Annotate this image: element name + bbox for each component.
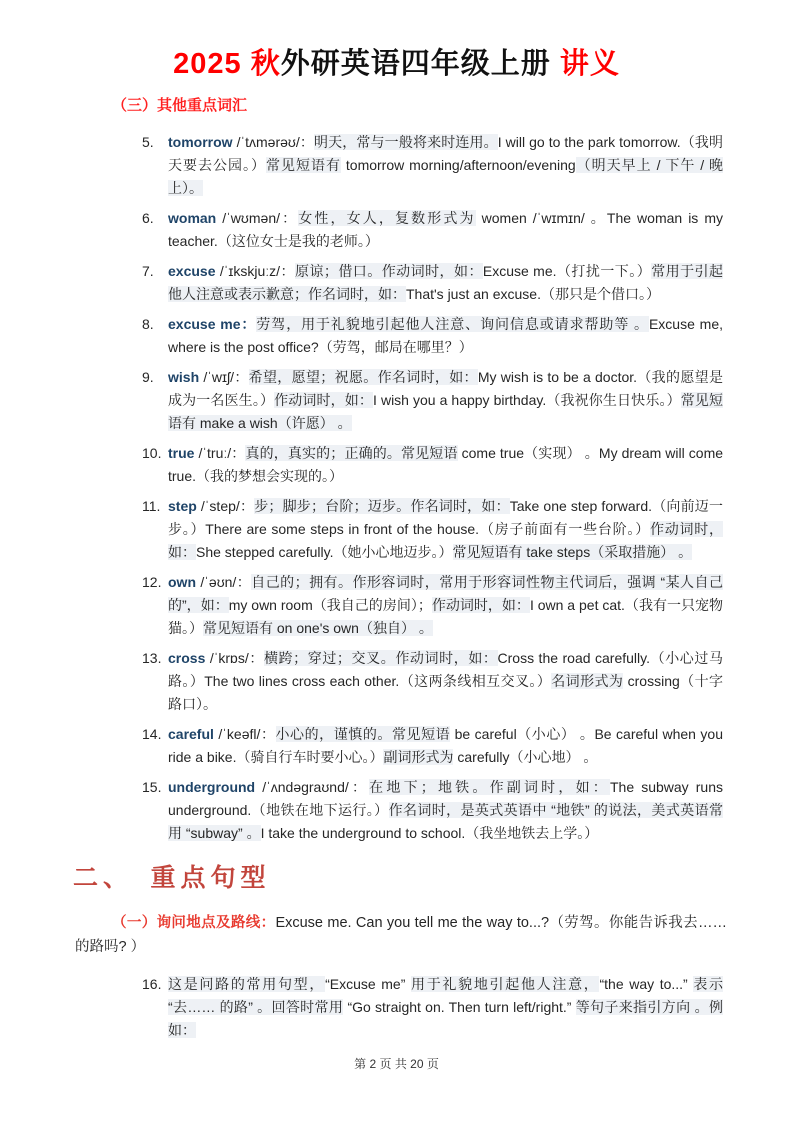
vocab-word: cross — [168, 650, 206, 666]
text-run: That's just an excuse.（那只是个借口。） — [406, 286, 660, 302]
text-run: /ˈwʊmən/： — [216, 210, 299, 226]
item-text — [168, 973, 723, 1042]
text-run: 表示 “去…… 的路” 。回答时常用 — [168, 976, 724, 1015]
text-run: 作动词时，如： — [431, 597, 530, 613]
text-run: 等句子来指引方向 。例如： — [168, 999, 723, 1038]
text-run: women /ˈwɪmɪn/ 。The woman is my teacher.（这位女士是我的老师。） — [168, 210, 723, 249]
text-run: /ˈkrɒs/： — [205, 650, 264, 666]
item-text — [168, 207, 723, 253]
vocab-word: excuse — [168, 263, 216, 279]
text-run: （明天早上 / 下午 / 晚上）。 — [168, 157, 724, 196]
text-run: /ˈəʊn/： — [196, 574, 252, 590]
text-run: 副词形式为 — [383, 749, 454, 765]
text-run: 小心的，谨慎的。常见短语 — [275, 726, 451, 742]
item-number: 5. — [142, 134, 154, 150]
text-run: 常见短语有 on one's own（独自） 。 — [203, 620, 433, 636]
vocab-word: step — [168, 498, 197, 514]
text-run: /ˈwɪʃ/： — [199, 369, 249, 385]
vocab-word: tomorrow — [168, 134, 233, 150]
text-run: /ˈʌndəgraʊnd/： — [255, 779, 370, 795]
list-item — [142, 366, 723, 435]
text-run: /ˈtruː/： — [194, 445, 246, 461]
text-run: Cross the road carefully.（小心过马路。）The two lines cross each other.（这两条线相互交叉。） — [168, 650, 723, 689]
title-year: 2025 秋 — [173, 48, 281, 80]
vocab-word: underground — [168, 779, 256, 795]
text-run: 自己的；拥有。作形容词时，常用于形容词性物主代词后，强调 “某人自己的”，如： — [168, 574, 723, 613]
text-run: 作动词时，如： — [168, 521, 724, 560]
text-run: “the way to...” — [599, 976, 694, 992]
list-item — [142, 723, 723, 769]
item-text — [168, 647, 723, 716]
item-number: 6. — [142, 210, 154, 226]
subsection-text: Excuse me. Can you tell me the way to...?（劳驾。你能告诉我去…… 的路吗? ） — [75, 915, 728, 955]
item-text — [168, 442, 723, 488]
text-run: 横跨；穿过；交叉。作动词时，如： — [263, 650, 498, 666]
text-run: /ˈkeəfl/： — [213, 726, 276, 742]
item-text — [168, 366, 723, 435]
text-run: Excuse me.（打扰一下。） — [482, 263, 652, 279]
vocab-word: own — [168, 574, 196, 590]
item-number: 16. — [142, 976, 162, 992]
text-run: 明天，常与一般将来时连用。 — [314, 134, 498, 150]
item-number: 8. — [142, 316, 154, 332]
text-run: 真的，真实的；正确的。常见短语 — [245, 445, 458, 461]
item-text — [168, 260, 723, 306]
list-item — [142, 442, 723, 488]
section-heading-key-sentence-patterns: 二、 重点句型 — [73, 865, 271, 892]
vocab-list — [142, 131, 723, 845]
item-number: 15. — [142, 779, 162, 795]
list-item — [142, 973, 723, 1042]
vocab-word: true — [168, 445, 195, 461]
text-run: be careful（小心） 。Be careful when you ride a bike.（骑自行车时要小心。） — [168, 726, 723, 765]
list-item — [142, 647, 723, 716]
text-run: 名词形式为 — [551, 673, 624, 689]
text-run: 用于礼貌地引起他人注意， — [410, 976, 600, 992]
item-text — [168, 776, 723, 845]
text-run: I wish you a happy birthday.（我祝你生日快乐。） — [373, 392, 681, 408]
text-run: 步；脚步；台阶；迈步。作名词时，如： — [254, 498, 510, 514]
list-item — [142, 131, 723, 200]
text-run: 这是问路的常用句型， — [168, 976, 326, 992]
item-text — [168, 131, 723, 200]
title-suffix: 讲义 — [550, 48, 620, 80]
text-run: 在地下；地铁。作副词时，如： — [369, 779, 610, 795]
sentence-explanation-list — [142, 973, 723, 1042]
page-title — [0, 46, 793, 82]
text-run: 常用于引起他人注意或表示歉意；作名词时，如： — [168, 263, 724, 302]
list-item — [142, 776, 723, 845]
item-number: 11. — [142, 498, 161, 514]
list-item — [142, 260, 723, 306]
text-run: Take one step forward.（向前迈一步。）There are some steps in front of the house.（房子前面有一些台阶。） — [168, 498, 723, 537]
text-run: “Excuse me” — [325, 976, 411, 992]
item-text — [168, 723, 723, 769]
text-run: The subway runs underground.（地铁在地下运行。） — [168, 779, 724, 818]
item-text — [168, 313, 723, 359]
list-item — [142, 207, 723, 253]
text-run: /ˈtʌmərəʊ/： — [232, 134, 315, 150]
title-main: 外研英语四年级上册 — [280, 48, 551, 80]
list-item — [142, 313, 723, 359]
text-run: tomorrow morning/afternoon/evening — [341, 157, 576, 173]
text-run: 常见短语有 — [266, 157, 341, 173]
text-run: 作动词时，如： — [274, 392, 374, 408]
text-run: /ˈɪkskjuːz/： — [215, 263, 295, 279]
text-run: My wish is to be a doctor.（我的愿望是成为一名医生。） — [168, 369, 723, 408]
item-number: 14. — [142, 726, 162, 742]
text-run: 劳驾，用于礼貌地引起他人注意、询问信息或请求帮助等 。 — [256, 316, 649, 332]
text-run: 常见短语有 take steps（采取措施） 。 — [452, 544, 693, 560]
text-run: 原谅；借口。作动词时，如： — [294, 263, 483, 279]
page-number-footer: 第 2 页 共 20 页 — [354, 1057, 439, 1071]
list-item — [142, 571, 723, 640]
vocab-word: wish — [168, 369, 200, 385]
text-run: “Go straight on. Then turn left/right.” — [343, 999, 576, 1015]
text-run: 作名词时，是英式英语中 “地铁” 的说法，美式英语常用 “subway” 。 — [168, 802, 723, 841]
item-number: 12. — [142, 574, 162, 590]
text-run: I own a pet cat.（我有一只宠物猫。） — [168, 597, 723, 636]
section-heading-other-key-vocab: （三）其他重点词汇 — [112, 97, 248, 114]
subsection-ask-directions — [75, 911, 727, 959]
text-run: 希望，愿望；祝愿。作名词时，如： — [248, 369, 478, 385]
text-run: I take the underground to school.（我坐地铁去上学。） — [260, 825, 599, 841]
text-run: She stepped carefully.（她小心地迈步。） — [196, 544, 453, 560]
item-text — [168, 495, 723, 564]
vocab-word: woman — [168, 210, 217, 226]
text-run: come true（实现） 。My dream will come true.（我的梦想会实现的。） — [168, 445, 724, 484]
text-run: /ˈstep/： — [196, 498, 255, 514]
text-run: 女性，女人，复数形式为 — [298, 210, 476, 226]
text-run: I will go to the park tomorrow.（我明天要去公园。） — [168, 134, 724, 173]
item-number: 10. — [142, 445, 162, 461]
text-run: crossing（十字路口）。 — [168, 673, 723, 712]
text-run: carefully（小心地） 。 — [453, 749, 598, 765]
list-item — [142, 495, 723, 564]
text-run: my own room（我自己的房间）； — [228, 597, 432, 613]
text-run: Excuse me, where is the post office?（劳驾，邮局在哪里？） — [168, 316, 724, 355]
text-run: 常见短语有 make a wish（许愿） 。 — [168, 392, 724, 431]
vocab-word: excuse me： — [168, 316, 257, 332]
subsection-lead-label: （一）询问地点及路线： — [112, 915, 276, 931]
item-number: 13. — [142, 650, 162, 666]
item-number: 9. — [142, 369, 154, 385]
item-text — [168, 571, 723, 640]
item-number: 7. — [142, 263, 154, 279]
vocab-word: careful — [168, 726, 214, 742]
